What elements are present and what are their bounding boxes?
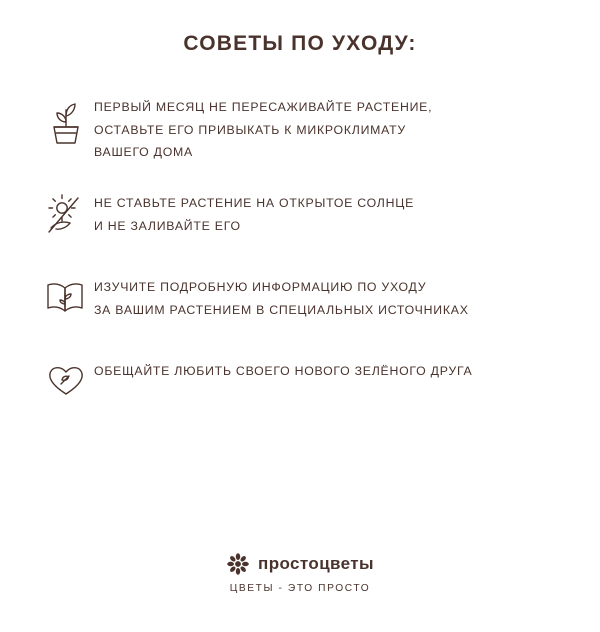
open-book-icon (38, 274, 94, 332)
footer (0, 552, 600, 594)
list-item (38, 274, 570, 332)
list-item-text: ИЗУЧИТЕ ПОДРОБНУЮ ИНФОРМАЦИЮ ПО УХОДУ ЗА ВАШИМ РАСТЕНИЕМ В СПЕЦИАЛЬНЫХ ИСТОЧНИКАХ (94, 280, 469, 317)
care-tips-card (0, 32, 600, 632)
brand-row (0, 552, 600, 576)
page-title: СОВЕТЫ ПО УХОДУ: (183, 32, 417, 55)
list-item-text: НЕ СТАВЬТЕ РАСТЕНИЕ НА ОТКРЫТОЕ СОЛНЦЕ И НЕ ЗАЛИВАЙТЕ ЕГО (94, 196, 415, 233)
list-item-text: ПЕРВЫЙ МЕСЯЦ НЕ ПЕРЕСАЖИВАЙТЕ РАСТЕНИЕ, ОСТАВЬТЕ ЕГО ПРИВЫКАТЬ К МИКРОКЛИМАТУ ВАШЕГО ДОМА (94, 100, 433, 160)
potted-plant-icon (38, 94, 94, 152)
tips-list (0, 94, 600, 416)
list-item (38, 94, 570, 164)
no-sun-icon (38, 190, 94, 248)
brand-tagline: ЦВЕТЫ - ЭТО ПРОСТО (229, 583, 371, 594)
list-item (38, 358, 570, 416)
heart-leaf-icon (38, 358, 94, 416)
flower-logo-icon (226, 552, 250, 576)
brand-name: простоцветы (258, 554, 374, 573)
list-item-text: ОБЕЩАЙТЕ ЛЮБИТЬ СВОЕГО НОВОГО ЗЕЛЁНОГО ДРУГА (94, 364, 473, 379)
list-item (38, 190, 570, 248)
